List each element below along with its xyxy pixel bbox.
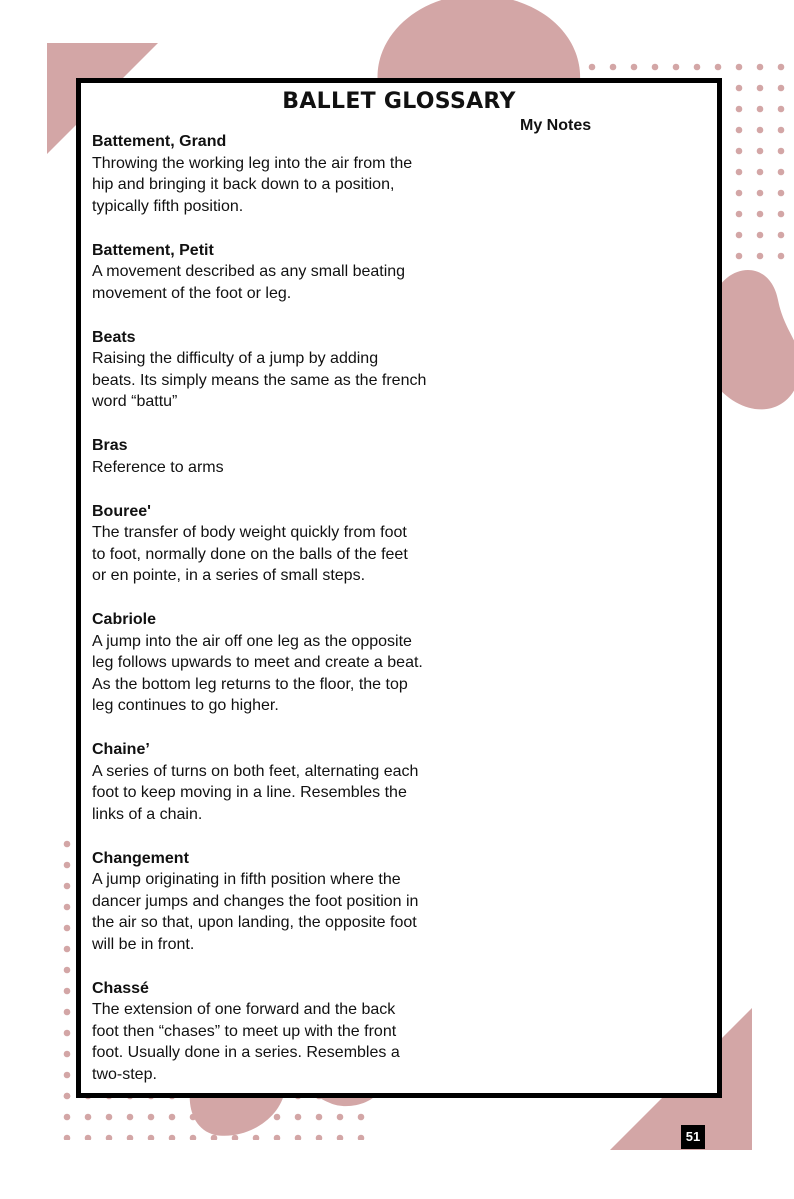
- dot-pattern-left: [56, 828, 78, 1098]
- glossary-definition: A series of turns on both feet, alternating each foot to keep moving in a line. Resembles the links of a chain.: [92, 762, 419, 823]
- my-notes-label: My Notes: [520, 117, 592, 134]
- blob-right: [712, 270, 794, 409]
- glossary-term: Bouree': [92, 502, 151, 520]
- glossary-entry: [92, 240, 452, 305]
- glossary-entry: [92, 435, 452, 478]
- glossary-entry: [92, 131, 452, 217]
- glossary-definition: Raising the difficulty of a jump by adding beats. Its simply means the same as the french word “battu”: [92, 350, 427, 410]
- glossary-term: Battement, Petit: [92, 241, 214, 259]
- glossary-term: Cabriole: [92, 611, 157, 628]
- glossary-definition: A movement described as any small beating movement of the foot or leg.: [92, 263, 406, 302]
- glossary-term: Beats: [92, 328, 136, 346]
- glossary-term: Changement: [92, 849, 189, 867]
- glossary-entry: [92, 609, 452, 717]
- glossary-term: Bras: [92, 437, 128, 454]
- glossary-definition: A jump originating in fifth position where the dancer jumps and changes the foot position in the air so that, upon landing, the opposite foot will be in front.: [92, 871, 419, 953]
- glossary-definition: A jump into the air off one leg as the opposite leg follows upwards to meet and create a beat. As the bottom leg returns to the floor, the top leg continues to go higher.: [92, 632, 423, 714]
- glossary-entry: [92, 978, 452, 1086]
- glossary-list: [92, 131, 452, 1108]
- page-title: BALLET GLOSSARY: [282, 89, 516, 114]
- glossary-term: Battement, Grand: [92, 133, 227, 150]
- glossary-definition: Throwing the working leg into the air from the hip and bringing it back down to a position, typically fifth position.: [92, 154, 413, 215]
- glossary-term: Chaine’: [92, 741, 150, 758]
- glossary-frame: [76, 78, 722, 1098]
- glossary-entry: [92, 739, 452, 825]
- glossary-entry: [92, 501, 452, 587]
- glossary-definition: The transfer of body weight quickly from foot to foot, normally done on the balls of the feet or en pointe, in a series of small steps.: [92, 524, 408, 584]
- glossary-definition: Reference to arms: [92, 458, 224, 476]
- page-number-badge: 51: [681, 1125, 705, 1149]
- glossary-definition: The extension of one forward and the back foot then “chases” to meet up with the front foot. Usually done in a series. Resembles a two-step.: [92, 1001, 400, 1083]
- glossary-term: Chassé: [92, 979, 149, 997]
- glossary-entry: [92, 327, 452, 413]
- glossary-entry: [92, 848, 452, 956]
